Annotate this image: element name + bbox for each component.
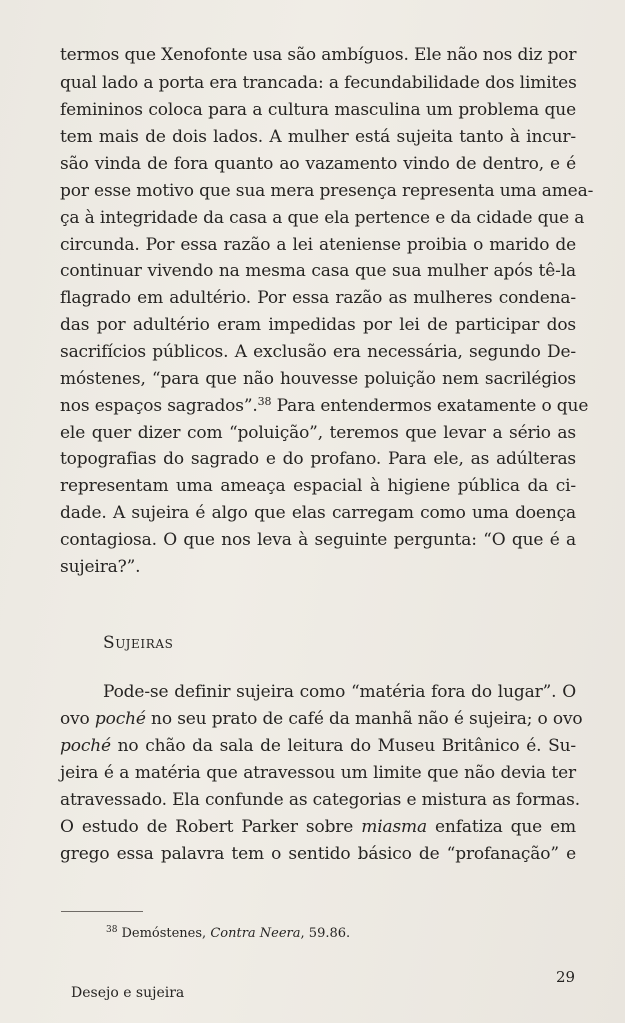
body-line-9: continuar vivendo na mesma casa que sua mulher após tê-la xyxy=(60,261,576,281)
body-line-17: representam uma ameaça espacial à higiene pública da ci- xyxy=(60,476,576,496)
footnote-citation: , 59.86. xyxy=(300,926,351,941)
line-2-start: ovo xyxy=(60,709,95,729)
body-line-20: sujeira?”. xyxy=(60,557,141,577)
footnote-number: 38 xyxy=(106,925,118,935)
body-line-5: são vinda de fora quanto ao vazamento vindo de dentro, e é xyxy=(60,154,576,174)
poche-italic-2: poché xyxy=(60,736,111,756)
section-line-4: jeira é a matéria que atravessou um limite que não devia ter xyxy=(60,763,576,783)
footnote-author: Demóstenes, xyxy=(121,926,211,941)
section-line-6 xyxy=(60,815,576,839)
section-line-5: atravessado. Ela confunde as categorias e mistura as formas. xyxy=(60,790,580,810)
body-line-2: qual lado a porta era trancada: a fecundabilidade dos limites xyxy=(60,73,577,93)
body-line-19: contagiosa. O que nos leva à seguinte pergunta: “O que é a xyxy=(60,530,576,550)
body-line-7: ça à integridade da casa a que ela pertence e da cidade que a xyxy=(60,208,585,228)
body-line-6: por esse motivo que sua mera presença representa uma amea- xyxy=(60,181,594,201)
line-6-end: enfatiza que em xyxy=(427,817,576,837)
body-line-11: das por adultério eram impedidas por lei de participar dos xyxy=(60,315,576,335)
line-2-end: no seu prato de café da manhã não é sujeira; o ovo xyxy=(145,709,583,729)
body-line-16: topografias do sagrado e do profano. Para ele, as adúlteras xyxy=(60,449,576,469)
miasma-italic: miasma xyxy=(361,817,427,837)
body-line-4: tem mais de dois lados. A mulher está sujeita tanto à incur- xyxy=(60,127,576,147)
footnote-work: Contra Neera xyxy=(210,926,301,941)
section-line-3 xyxy=(60,734,576,758)
footnote-divider xyxy=(61,911,143,912)
body-line-18: dade. A sujeira é algo que elas carregam como uma doença xyxy=(60,503,576,523)
body-line-14 xyxy=(60,394,589,418)
section-heading: Sujeiras xyxy=(103,633,174,653)
body-line-8: circunda. Por essa razão a lei ateniense proibia o marido de xyxy=(60,235,576,255)
poche-italic-1: poché xyxy=(94,709,146,729)
line-14-start: nos espaços sagrados”. xyxy=(60,396,258,416)
body-line-13: móstenes, “para que não houvesse poluição nem sacrilégios xyxy=(60,369,576,389)
page-number: 29 xyxy=(556,968,576,986)
running-title: Desejo e sujeira xyxy=(71,985,185,1001)
section-line-7: grego essa palavra tem o sentido básico de “profanação” e xyxy=(60,844,576,864)
body-line-12: sacrifícios públicos. A exclusão era necessária, segundo De- xyxy=(60,342,576,362)
line-3-end: no chão da sala de leitura do Museu Britânico é. Su- xyxy=(110,736,576,756)
body-line-1: termos que Xenofonte usa são ambíguos. Ele não nos diz por xyxy=(60,45,577,65)
body-line-3: femininos coloca para a cultura masculina um problema que xyxy=(60,100,576,120)
footnote-reference[interactable]: 38 xyxy=(257,395,272,408)
footnote-38 xyxy=(106,925,350,943)
section-line-1: Pode-se definir sujeira como “matéria fora do lugar”. O xyxy=(103,682,576,702)
section-line-2 xyxy=(60,707,583,731)
body-line-10: flagrado em adultério. Por essa razão as mulheres condena- xyxy=(60,288,576,308)
body-line-15: ele quer dizer com “poluição”, teremos que levar a sério as xyxy=(60,423,576,443)
line-14-end: Para entendermos exatamente o que xyxy=(271,396,589,416)
line-6-start: O estudo de Robert Parker sobre xyxy=(60,817,362,837)
